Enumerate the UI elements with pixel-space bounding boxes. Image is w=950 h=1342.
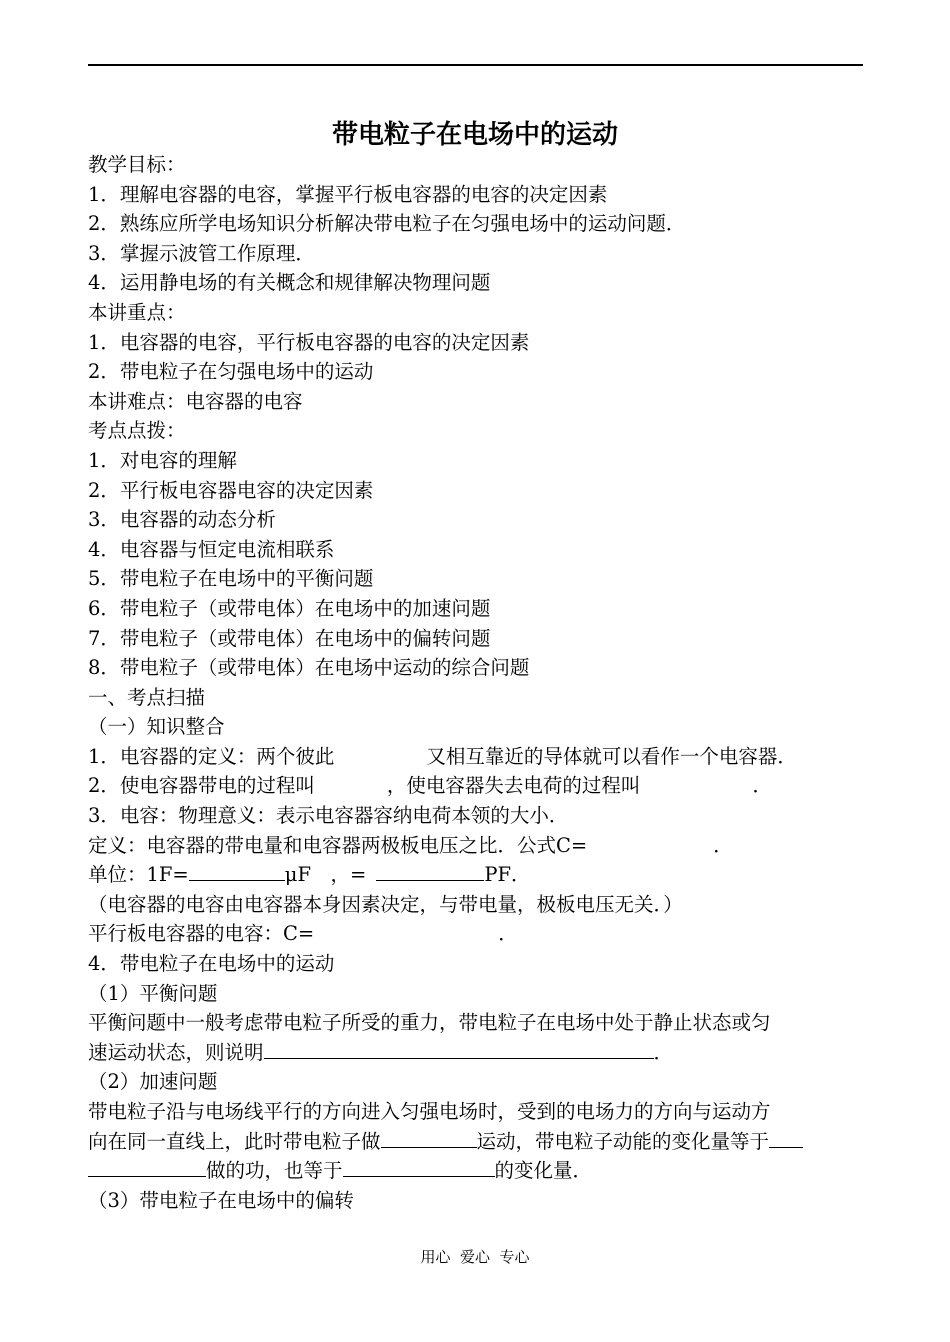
fill-blank[interactable] <box>88 1158 206 1177</box>
difficulty-line: 本讲难点：电容器的电容 <box>88 389 303 413</box>
document-body <box>88 150 870 1215</box>
question-text: ． <box>752 774 772 798</box>
paragraph-text: ． <box>653 1040 674 1064</box>
definition-text: ． <box>713 833 733 857</box>
tip-item: 8．带电粒子（或带电体）在电场中运动的综合问题 <box>88 656 530 680</box>
paragraph-text: 运动，带电粒子动能的变化量等于 <box>476 1129 770 1153</box>
paragraph-text: 速运动状态，则说明 <box>88 1040 264 1064</box>
tip-item: 3．电容器的动态分析 <box>88 508 276 532</box>
question-text: ，使电容器失去电荷的过程叫 <box>386 774 641 798</box>
tip-item: 7．带电粒子（或带电体）在电场中的偏转问题 <box>88 626 491 650</box>
parallel-text: ． <box>498 922 518 946</box>
unit-text: 单位：1F= <box>88 863 189 887</box>
fill-blank[interactable] <box>381 1129 477 1148</box>
subsection-heading: （一）知识整合 <box>88 715 225 739</box>
definition-line <box>88 831 870 861</box>
question-text: 2．使电容器带电的过程叫 <box>88 774 315 798</box>
definition-text: 定义：电容器的带电量和电容器两极板电压之比．公式C= <box>88 833 588 857</box>
objective-item: 1．理解电容器的电容，掌握平行板电容器的电容的决定因素 <box>88 182 608 206</box>
paragraph-text: 的变化量． <box>494 1159 593 1183</box>
objective-item: 3．掌握示波管工作原理． <box>88 241 315 265</box>
paragraph-text: 做的功，也等于 <box>206 1159 343 1183</box>
fill-blank[interactable] <box>189 862 285 881</box>
tip-item: 2．平行板电容器电容的决定因素 <box>88 478 374 502</box>
question-2 <box>88 771 870 801</box>
fill-blank[interactable] <box>264 1040 654 1059</box>
question-4: 4．带电粒子在电场中的运动 <box>88 952 335 976</box>
paragraph-line: 带电粒子沿与电场线平行的方向进入匀强电场时，受到的电场力的方向与运动方 <box>88 1100 771 1123</box>
parallel-plate-line <box>88 919 870 949</box>
page-footer: 用心 爱心 专心 <box>420 1248 530 1266</box>
unit-text: μF ，= <box>284 863 367 887</box>
paragraph-text: 向在同一直线上，此时带电粒子做 <box>88 1129 381 1153</box>
subheading-balance: （1）平衡问题 <box>88 981 218 1005</box>
objective-item: 2．熟练应所学电场知识分析解决带电粒子在匀强电场中的运动问题． <box>88 212 686 236</box>
page-title: 带电粒子在电场中的运动 <box>331 120 618 150</box>
tips-heading: 考点点拨： <box>88 419 186 443</box>
header-rule <box>88 64 863 66</box>
unit-text: PF． <box>484 863 531 887</box>
fill-blank[interactable] <box>343 1158 495 1177</box>
tip-item: 6．带电粒子（或带电体）在电场中的加速问题 <box>88 596 491 620</box>
question-1 <box>88 742 870 772</box>
subheading-acceleration: （2）加速问题 <box>88 1070 218 1094</box>
unit-line <box>88 860 870 890</box>
paragraph-line <box>88 1038 870 1068</box>
subheading-deflection: （3）带电粒子在电场中的偏转 <box>88 1188 354 1212</box>
note-line: （电容器的电容由电容器本身因素决定，与带电量，极板电压无关．） <box>88 892 683 916</box>
tip-item: 1．对电容的理解 <box>88 448 237 472</box>
parallel-text: 平行板电容器的电容：C= <box>88 922 315 946</box>
paragraph-line: 平衡问题中一般考虑带电粒子所受的重力，带电粒子在电场中处于静止状态或匀 <box>88 1011 771 1035</box>
question-text: 又相互靠近的导体就可以看作一个电容器． <box>426 744 797 768</box>
paragraph-line <box>88 1156 870 1186</box>
key-points-heading: 本讲重点： <box>88 300 186 324</box>
question-text: 1．电容器的定义：两个彼此 <box>88 744 335 768</box>
question-3: 3．电容：物理意义：表示电容器容纳电荷本领的大小． <box>88 804 569 828</box>
key-point-item: 2．带电粒子在匀强电场中的运动 <box>88 360 374 384</box>
fill-blank[interactable] <box>769 1129 803 1148</box>
objective-item: 4．运用静电场的有关概念和规律解决物理问题 <box>88 271 491 295</box>
paragraph-line <box>88 1127 870 1157</box>
section-heading: 一、考点扫描 <box>88 685 206 709</box>
tip-item: 5．带电粒子在电场中的平衡问题 <box>88 567 374 591</box>
key-point-item: 1．电容器的电容，平行板电容器的电容的决定因素 <box>88 330 530 354</box>
tip-item: 4．电容器与恒定电流相联系 <box>88 537 335 561</box>
fill-blank[interactable] <box>376 862 484 881</box>
objectives-heading: 教学目标： <box>88 153 186 176</box>
